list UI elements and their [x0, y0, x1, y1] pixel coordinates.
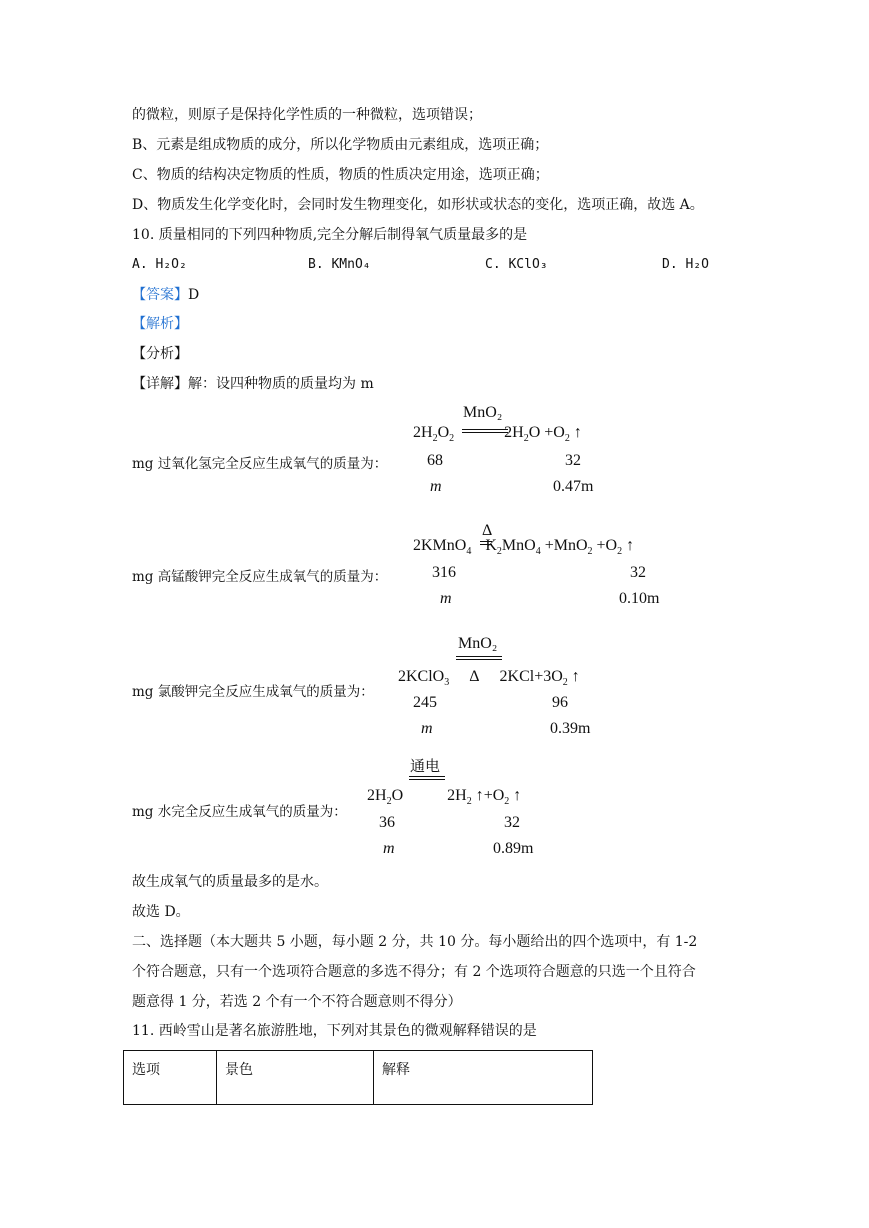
- condition-label: Δ: [482, 522, 493, 539]
- table-header-cell: 选项: [124, 1051, 217, 1105]
- mass-value: 0.47m: [553, 478, 594, 495]
- analysis-tag: 【解析】: [132, 316, 188, 332]
- section-text: 题意得 1 分，若选 2 个有一个不符合题意则不得分）: [132, 994, 462, 1010]
- reaction-sign: [462, 429, 508, 433]
- text-line: 的微粒，则原子是保持化学性质的一种微粒，选项错误；: [132, 107, 482, 123]
- question-11: 11. 西岭雪山是著名旅游胜地，下列对其景色的微观解释错误的是: [132, 1023, 537, 1039]
- text-line: D、物质发生化学变化时，会同时发生物理变化，如形状或状态的变化，选项正确，故选 A。: [132, 197, 704, 213]
- answer-line: [132, 286, 199, 304]
- table-header-cell: 解释: [374, 1051, 593, 1105]
- molar-mass: 32: [630, 564, 646, 581]
- text-line: C、物质的结构决定物质的性质，物质的性质决定用途，选项正确；: [132, 167, 549, 183]
- answer-tag: 【答案】: [132, 287, 188, 303]
- reaction-label: mg 过氧化氢完全反应生成氧气的质量为：: [132, 456, 388, 472]
- mass-value: m: [440, 590, 452, 607]
- catalyst-label: MnO₂: [463, 404, 503, 421]
- table-header-cell: 景色: [217, 1051, 374, 1105]
- mass-value: 0.89m: [493, 840, 534, 857]
- answer-value: D: [188, 287, 200, 303]
- equation-kclo3: 2KClO$_3$ Δ $2KCl+3O_2$ ↑: [398, 668, 580, 689]
- reaction-label: mg 氯酸钾完全反应生成氧气的质量为：: [132, 684, 374, 700]
- molar-mass: 32: [565, 452, 581, 469]
- mass-value: m: [383, 840, 395, 857]
- section-text: 个符合题意，只有一个选项符合题意的多选不得分；有 2 个选项符合题意的只选一个且符合: [132, 964, 696, 980]
- catalyst-label: MnO₂: [458, 635, 498, 652]
- text-line: B、元素是组成物质的成分，所以化学物质由元素组成，选项正确；: [132, 137, 549, 153]
- reaction-sign: [456, 656, 502, 660]
- molar-mass: 96: [552, 694, 568, 711]
- mass-value: 0.39m: [550, 720, 591, 737]
- molar-mass: 316: [432, 564, 456, 581]
- equation-h2o: $2H_2O$ $2H_2$ $↑+O_2$ ↑: [367, 787, 522, 808]
- mass-value: m: [430, 478, 442, 495]
- molar-mass: 245: [413, 694, 437, 711]
- equation-h2o2: $2H_2O_2$ $2H_2O +O_2$ ↑: [413, 424, 582, 445]
- fenxi-tag: 【分析】: [132, 346, 188, 362]
- molar-mass: 68: [427, 452, 443, 469]
- reaction-sign: [409, 776, 445, 780]
- question-10: 10. 质量相同的下列四种物质,完全分解后制得氧气质量最多的是: [132, 227, 528, 243]
- condition-label: 通电: [410, 757, 441, 775]
- molar-mass: 32: [504, 814, 520, 831]
- mass-value: m: [421, 720, 433, 737]
- conclusion-line: 故选 D。: [132, 904, 190, 920]
- option-c: C. KClO₃: [485, 257, 548, 272]
- mass-value: 0.10m: [619, 590, 660, 607]
- question-11-table: [123, 1050, 593, 1105]
- equation-kmno4: 2KMnO$_4$ $K_2MnO_4 +MnO_2 +O_2$ ↑: [413, 537, 635, 558]
- option-b: B. KMnO₄: [308, 257, 371, 272]
- reaction-label: mg 高锰酸钾完全反应生成氧气的质量为：: [132, 569, 388, 585]
- option-d: D. H₂O: [662, 257, 709, 272]
- reaction-label: mg 水完全反应生成氧气的质量为：: [132, 804, 347, 820]
- molar-mass: 36: [379, 814, 395, 831]
- reaction-sign: [480, 541, 492, 545]
- option-a: A. H₂O₂: [132, 257, 187, 272]
- table-row: [124, 1051, 593, 1105]
- conclusion-line: 故生成氧气的质量最多的是水。: [132, 874, 328, 890]
- detail-line: 【详解】解：设四种物质的质量均为 m: [132, 376, 374, 392]
- condition-label: Δ: [469, 668, 480, 685]
- section-heading: 二、选择题（本大题共 5 小题，每小题 2 分，共 10 分。每小题给出的四个选项中，有 1-2: [132, 934, 698, 950]
